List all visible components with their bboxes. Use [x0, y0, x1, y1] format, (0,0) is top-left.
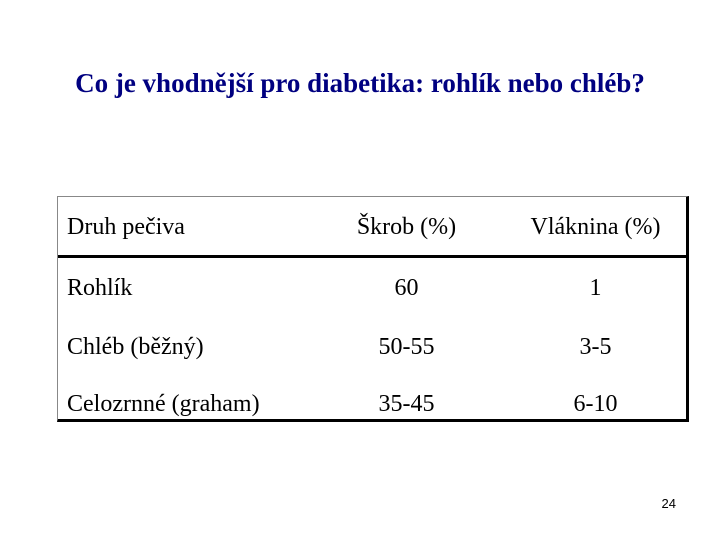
cell-name: Celozrnné (graham) [67, 391, 260, 417]
cell-skrob: 50-55 [378, 334, 435, 360]
table-row [58, 260, 686, 316]
data-table [57, 196, 689, 422]
cell-name: Rohlík [67, 275, 133, 301]
cell-vlaknina: 6-10 [573, 391, 618, 417]
cell-skrob: 35-45 [378, 391, 435, 417]
cell-name: Chléb (běžný) [67, 334, 204, 360]
header-skrob: Škrob (%) [356, 214, 457, 240]
header-vlaknina: Vláknina (%) [530, 214, 661, 240]
cell-skrob: 60 [394, 275, 419, 301]
header-druh-peciva: Druh pečiva [67, 214, 185, 240]
cell-vlaknina: 3-5 [579, 334, 612, 360]
slide-title: Co je vhodnější pro diabetika: rohlík nebo chléb? [75, 68, 645, 98]
table-header-row [58, 199, 686, 258]
table-row [58, 319, 686, 375]
cell-vlaknina: 1 [589, 275, 602, 301]
page-number: 24 [661, 496, 676, 511]
table-row [58, 376, 686, 432]
